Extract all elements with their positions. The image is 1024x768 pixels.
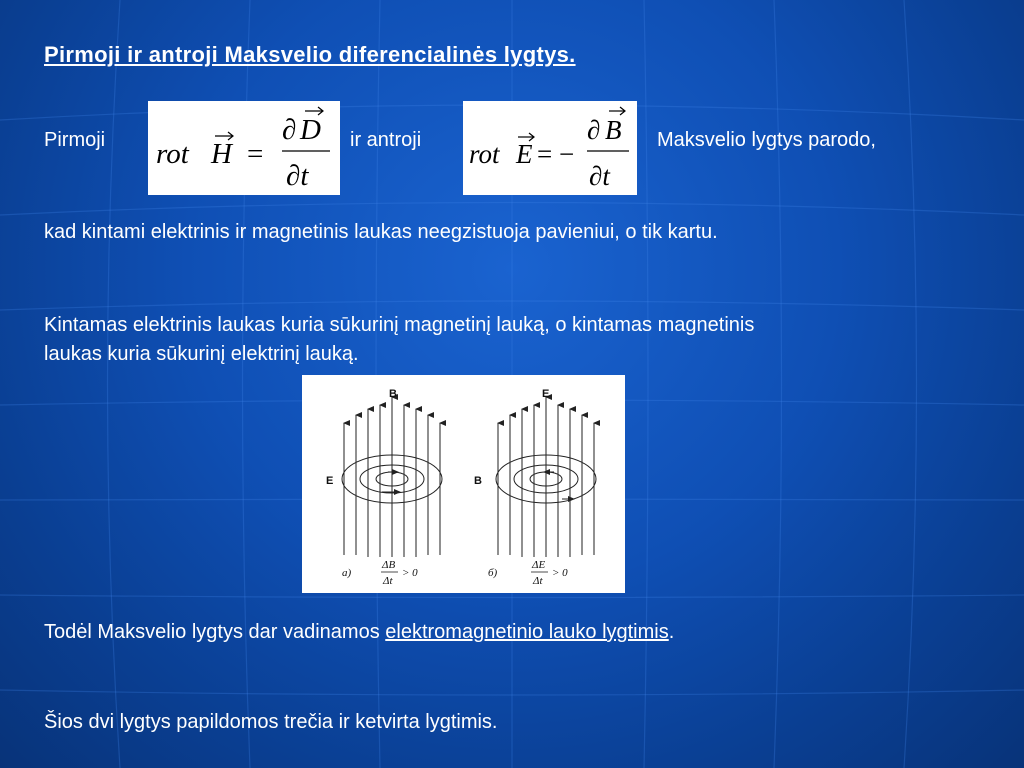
- formula1-field: H: [211, 138, 232, 170]
- field-lines-figure: [302, 375, 625, 593]
- figure-left-top-label: B: [389, 388, 397, 400]
- paragraph-line-b: laukas kuria sūkurinį elektrinį lauką.: [44, 343, 359, 365]
- caption-b-letter: б): [488, 567, 498, 579]
- formula1-partial: ∂: [282, 114, 297, 146]
- formula2-field: E: [516, 139, 533, 169]
- formula1-num-field: D: [300, 114, 321, 146]
- formula-second-equation: [463, 101, 637, 195]
- figure-right-side-label: B: [474, 475, 482, 487]
- formula2-denominator: ∂t: [589, 161, 610, 191]
- caption-b-den: Δt: [533, 575, 543, 587]
- formula2-partial: ∂: [587, 115, 601, 145]
- text-line-2: kad kintami elektrinis ir magnetinis laukas neegzistuoja pavieniui, o tik kartu.: [44, 221, 718, 243]
- em-field-equations-link[interactable]: elektromagnetinio lauko lygtimis: [385, 621, 669, 643]
- caption-a-den: Δt: [383, 575, 393, 587]
- right-field-lines: [496, 397, 596, 557]
- figure-right-top-label: E: [542, 388, 550, 400]
- formula2-rot: rot: [469, 139, 500, 169]
- caption-b-num: ΔE: [532, 559, 546, 571]
- formula2-equals: = −: [537, 139, 575, 169]
- label-first: Pirmoji: [44, 129, 106, 151]
- slide-title: Pirmoji ir antroji Maksvelio diferencialinės lygtys.: [44, 42, 576, 67]
- figure-left-side-label: E: [326, 475, 334, 487]
- line3-prefix: Todėl Maksvelio lygtys dar vadinamos: [44, 621, 386, 643]
- line3-suffix: .: [668, 621, 675, 643]
- caption-b-rel: > 0: [552, 567, 568, 579]
- text-line-3: [44, 618, 674, 647]
- text-line-4: Šios dvi lygtys papildomos trečia ir ketvirta lygtimis.: [44, 711, 498, 733]
- formula2-num-field: B: [605, 115, 622, 145]
- caption-a-rel: > 0: [402, 567, 418, 579]
- label-tail: Maksvelio lygtys parodo,: [657, 129, 876, 151]
- formula1-rot: rot: [156, 138, 189, 170]
- caption-a-letter: a): [342, 567, 352, 579]
- caption-a-num: ΔB: [382, 559, 396, 571]
- label-second: ir antroji: [350, 129, 422, 151]
- formula1-equals: =: [247, 138, 264, 170]
- formula1-denominator: ∂t: [286, 160, 309, 192]
- paragraph-line-a: Kintamas elektrinis laukas kuria sūkurinį magnetinį lauką, o kintamas magnetinis: [44, 314, 755, 336]
- left-field-lines: [342, 397, 442, 557]
- formula-first-equation: [148, 101, 340, 195]
